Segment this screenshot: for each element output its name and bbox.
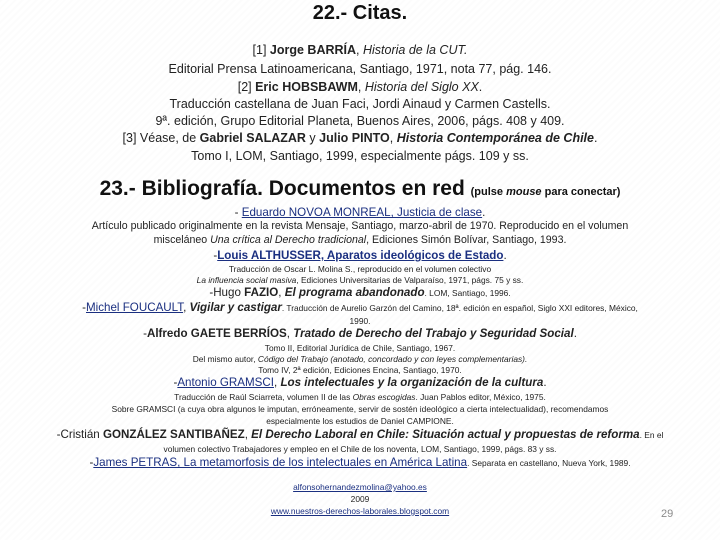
footer-year: 2009: [350, 494, 370, 504]
bib-gonzalez-title: -Cristián GONZÁLEZ SANTIBAÑEZ, El Derecho Laboral en Chile: Situación actual y propuestas de reforma. En el: [56, 428, 664, 441]
bib-petras: -James PETRAS, La metamorfosis de los intelectuales en América Latina. Separata en castellano, Nueva York, 1989.: [89, 456, 631, 469]
bib-gaete-line-4: Tomo IV, 2ª edición, Ediciones Encina, Santiago, 1970.: [258, 365, 462, 375]
cita-2-line-1: [2] Eric HOBSBAWM, Historia del Siglo XX.: [237, 80, 483, 94]
footer-blog: [0, 506, 720, 516]
cita-2-line-2: Traducción castellana de Juan Faci, Jordi Ainaud y Carmen Castells.: [169, 97, 551, 111]
cita-3-line-1: [3] Véase, de Gabriel SALAZAR y Julio PINTO, Historia Contemporánea de Chile.: [122, 131, 598, 145]
bib-althusser-line-2: Traducción de Oscar L. Molina S., reproducido en el volumen colectivo: [228, 264, 492, 274]
bib-gramsci-line-3: Sobre GRAMSCI (a cuya obra algunos le imputan, erróneamente, servir de sostén ideológico a cierta intelectualidad), recomendamos: [111, 404, 609, 414]
blog-link[interactable]: www.nuestros-derechos-laborales.blogspot.com: [270, 506, 450, 516]
connect-hint: (pulse mouse para conectar): [470, 186, 621, 198]
link-althusser[interactable]: Louis ALTHUSSER, Aparatos ideológicos de Estado: [217, 249, 504, 262]
cita-1-line-2: Editorial Prensa Latinoamericana, Santiago, 1971, nota 77, pág. 146.: [168, 62, 552, 76]
bib-foucault-line-2: 1990.: [349, 316, 371, 326]
cita-3-line-2: Tomo I, LOM, Santiago, 1999, especialmente págs. 109 y ss.: [191, 149, 529, 163]
bib-foucault: -Michel FOUCAULT, Vigilar y castigar. Traducción de Aurelio Garzón del Camino, 18ª. edición en español, Siglo XXI editores, México,: [82, 301, 638, 314]
bib-althusser-line-3: La influencia social masiva, Ediciones Universitarias de Valparaíso, 1971, págs. 75 y ss.: [196, 275, 524, 285]
title-citas: 22.- Citas.: [312, 2, 408, 24]
link-novoa[interactable]: Eduardo NOVOA MONREAL, Justicia de clase: [241, 206, 483, 219]
cita-2-line-3: 9ª. edición, Grupo Editorial Planeta, Buenos Aires, 2006, págs. 408 y 409.: [155, 114, 565, 128]
bib-gaete-line-3: Del mismo autor, Código del Trabajo (anotado, concordado y con leyes complementarias).: [192, 354, 528, 364]
link-gramsci[interactable]: Antonio GRAMSCI: [177, 376, 274, 389]
page-number: 29: [661, 508, 674, 520]
link-petras[interactable]: James PETRAS, La metamorfosis de los intelectuales en América Latina: [93, 456, 468, 469]
bib-novoa-title: - Eduardo NOVOA MONREAL, Justicia de clase.: [234, 206, 486, 219]
footer-email: [0, 482, 720, 492]
bib-novoa-line-2: Artículo publicado originalmente en la revista Mensaje, Santiago, marzo-abril de 1970. Reproducido en el volumen: [91, 220, 629, 232]
link-foucault[interactable]: Michel FOUCAULT: [86, 301, 184, 314]
bib-novoa-line-3: misceláneo Una crítica al Derecho tradicional, Ediciones Simón Bolívar, Santiago, 1993.: [153, 234, 567, 246]
bib-gaete-title: -Alfredo GAETE BERRÍOS, Tratado de Derecho del Trabajo y Seguridad Social.: [143, 327, 577, 340]
bib-gonzalez-line-2: volumen colectivo Trabajadores y empleo en el Chile de los noventa, LOM, Santiago, 1999, págs. 83 y ss.: [163, 444, 557, 454]
bib-gramsci-title: -Antonio GRAMSCI, Los intelectuales y la organización de la cultura.: [173, 376, 547, 389]
cita-1-line-1: [1] Jorge BARRÍA, Historia de la CUT.: [252, 43, 468, 57]
bib-gramsci-line-2: Traducción de Raúl Sciarreta, volumen II de las Obras escogidas. Juan Pablos editor, México, 1975.: [174, 392, 546, 402]
title-bibliografia: 23.- Bibliografía. Documentos en red (pulse mouse para conectar): [99, 177, 621, 200]
bib-gramsci-line-4: especialmente los estudios de Daniel CAMPIONE.: [266, 416, 454, 426]
bib-althusser-title: -Louis ALTHUSSER, Aparatos ideológicos de Estado.: [213, 249, 507, 262]
email-link[interactable]: alfonsohernandezmolina@yahoo.es: [293, 482, 427, 492]
bib-fazio: -Hugo FAZIO, El programa abandonado. LOM, Santiago, 1996.: [209, 286, 511, 299]
bib-gaete-line-2: Tomo II, Editorial Jurídica de Chile, Santiago, 1967.: [264, 343, 456, 353]
